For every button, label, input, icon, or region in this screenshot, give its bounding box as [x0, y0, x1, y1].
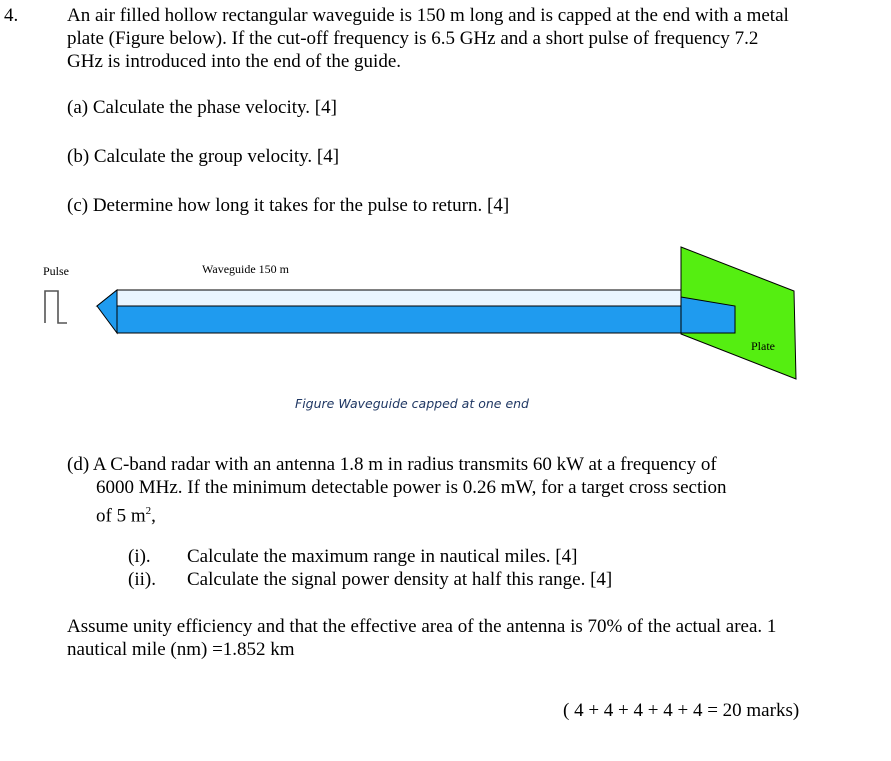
question-number: 4.: [4, 5, 19, 26]
intro-line-3: GHz is introduced into the end of the guide.: [67, 51, 402, 72]
waveguide-left-face: [97, 290, 117, 333]
part-b: (b) Calculate the group velocity. [4]: [67, 146, 340, 167]
part-d-line-2: 6000 MHz. If the minimum detectable power is 0.26 mW, for a target cross section: [96, 477, 727, 498]
waveguide-top-face: [97, 290, 735, 306]
part-d-line-1: (d) A C-band radar with an antenna 1.8 m in radius transmits 60 kW at a frequency of: [67, 454, 717, 475]
assumption-line-2: nautical mile (nm) =1.852 km: [67, 639, 295, 660]
marks-total: ( 4 + 4 + 4 + 4 + 4 = 20 marks): [563, 700, 800, 721]
waveguide-front-face: [117, 306, 735, 333]
waveguide-label: Waveguide 150 m: [202, 262, 290, 276]
subpart-ii-text: Calculate the signal power density at half this range. [4]: [187, 569, 613, 590]
part-c: (c) Determine how long it takes for the pulse to return. [4]: [67, 195, 510, 216]
figure-caption: Figure Waveguide capped at one end: [295, 396, 529, 411]
intro-line-1: An air filled hollow rectangular waveguide is 150 m long and is capped at the end with a metal: [67, 5, 789, 26]
superscript-2: 2: [145, 505, 152, 517]
part-d-line-3-end: ,: [151, 505, 156, 527]
subpart-ii-number: (ii).: [128, 569, 156, 590]
intro-line-2: plate (Figure below). If the cut-off frequency is 6.5 GHz and a short pulse of frequency 7.2: [67, 28, 759, 49]
part-d-line-3-text: of 5 m: [96, 505, 146, 527]
part-d-line-3: [96, 499, 156, 528]
plate-label: Plate: [751, 339, 775, 353]
subpart-i-number: (i).: [128, 546, 151, 567]
subpart-i-text: Calculate the maximum range in nautical miles. [4]: [187, 546, 578, 567]
pulse-symbol: [45, 291, 67, 323]
assumption-line-1: Assume unity efficiency and that the effective area of the antenna is 70% of the actual area. 1: [67, 616, 777, 637]
pulse-label: Pulse: [43, 264, 70, 278]
part-a: (a) Calculate the phase velocity. [4]: [67, 97, 337, 118]
